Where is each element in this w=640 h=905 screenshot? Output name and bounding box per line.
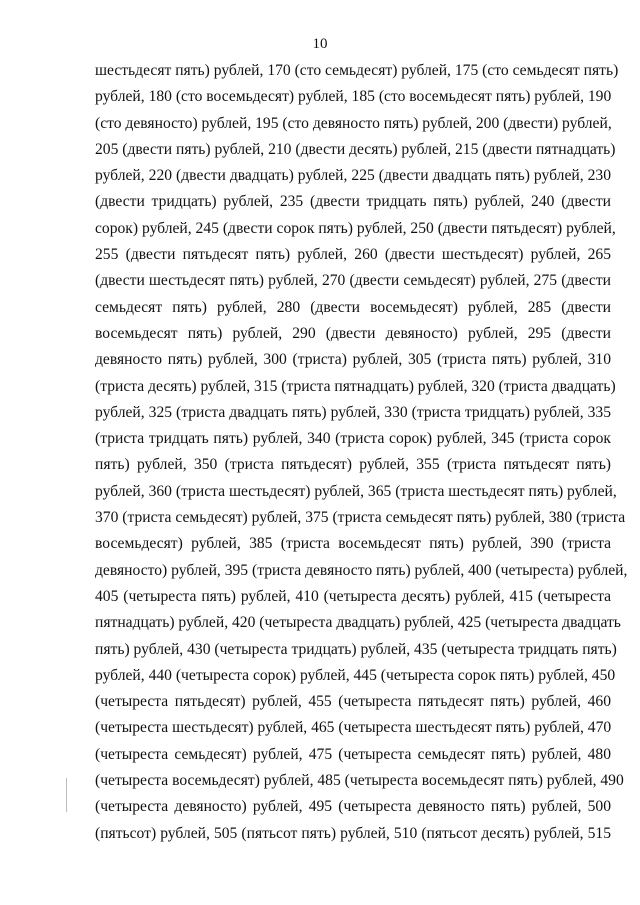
text-line: (сто девяносто) рублей, 195 (сто девяносто пять) рублей, 200 (двести) рублей, [95, 114, 612, 132]
text-line: восемьдесят пять) рублей, 290 (двести девяносто) рублей, 295 (двести [95, 324, 611, 342]
text-line: (триста десять) рублей, 315 (триста пятнадцать) рублей, 320 (триста двадцать) [95, 377, 616, 395]
text-line: 370 (триста семьдесят) рублей, 375 (триста семьдесят пять) рублей, 380 (триста [95, 509, 626, 527]
scan-edge-mark [66, 778, 67, 812]
text-line: рублей, 180 (сто восемьдесят) рублей, 185 (сто восемьдесят пять) рублей, 190 [95, 88, 612, 106]
text-line: пять) рублей, 350 (триста пятьдесят) рублей, 355 (триста пятьдесят пять) [95, 456, 611, 474]
page-number: 10 [312, 36, 328, 52]
text-line: (четыреста шестьдесят) рублей, 465 (четыреста шестьдесят пять) рублей, 470 [95, 719, 612, 737]
text-line: девяносто пять) рублей, 300 (триста) рублей, 305 (триста пять) рублей, 310 [95, 351, 611, 369]
text-line: пять) рублей, 430 (четыреста тридцать) рублей, 435 (четыреста тридцать пять) [95, 640, 617, 658]
text-line: рублей, 360 (триста шестьдесят) рублей, 365 (триста шестьдесят пять) рублей, [95, 482, 617, 500]
text-line: 205 (двести пять) рублей, 210 (двести десять) рублей, 215 (двести пятнадцать) [95, 140, 616, 158]
text-line: (четыреста семьдесят) рублей, 475 (четыреста семьдесят пять) рублей, 480 [95, 745, 611, 763]
text-line: (двести шестьдесят пять) рублей, 270 (двести семьдесят) рублей, 275 (двести [95, 272, 611, 290]
text-line: (четыреста пятьдесят) рублей, 455 (четыреста пятьдесят пять) рублей, 460 [95, 693, 611, 711]
body-text [95, 58, 628, 847]
text-line: рублей, 220 (двести двадцать) рублей, 225 (двести двадцать пять) рублей, 230 [95, 167, 611, 185]
text-line: (пятьсот) рублей, 505 (пятьсот пять) рублей, 510 (пятьсот десять) рублей, 515 [95, 824, 611, 842]
text-line: девяносто) рублей, 395 (триста девяносто пять) рублей, 400 (четыреста) рублей, [95, 561, 628, 579]
text-line: рублей, 440 (четыреста сорок) рублей, 445 (четыреста сорок пять) рублей, 450 [95, 666, 616, 684]
text-line: (триста тридцать пять) рублей, 340 (триста сорок) рублей, 345 (триста сорок [95, 430, 611, 448]
text-line: 405 (четыреста пять) рублей, 410 (четыреста десять) рублей, 415 (четыреста [95, 587, 611, 605]
text-line: шестьдесят пять) рублей, 170 (сто семьдесят) рублей, 175 (сто семьдесят пять) [95, 62, 619, 79]
text-line: восемьдесят) рублей, 385 (триста восемьдесят пять) рублей, 390 (триста [95, 535, 611, 553]
text-line: 255 (двести пятьдесят пять) рублей, 260 (двести шестьдесят) рублей, 265 [95, 246, 611, 264]
text-line: рублей, 325 (триста двадцать пять) рублей, 330 (триста тридцать) рублей, 335 [95, 403, 611, 421]
text-line: семьдесят пять) рублей, 280 (двести восемьдесят) рублей, 285 (двести [95, 298, 611, 316]
text-line: пятнадцать) рублей, 420 (четыреста двадцать) рублей, 425 (четыреста двадцать [95, 614, 621, 632]
text-line: (четыреста восемьдесят) рублей, 485 (четыреста восемьдесят пять) рублей, 490 [95, 772, 624, 790]
text-line: сорок) рублей, 245 (двести сорок пять) рублей, 250 (двести пятьдесят) рублей, [95, 219, 616, 237]
text-line: (двести тридцать) рублей, 235 (двести тридцать пять) рублей, 240 (двести [95, 193, 611, 211]
text-line: (четыреста девяносто) рублей, 495 (четыреста девяносто пять) рублей, 500 [95, 798, 611, 816]
